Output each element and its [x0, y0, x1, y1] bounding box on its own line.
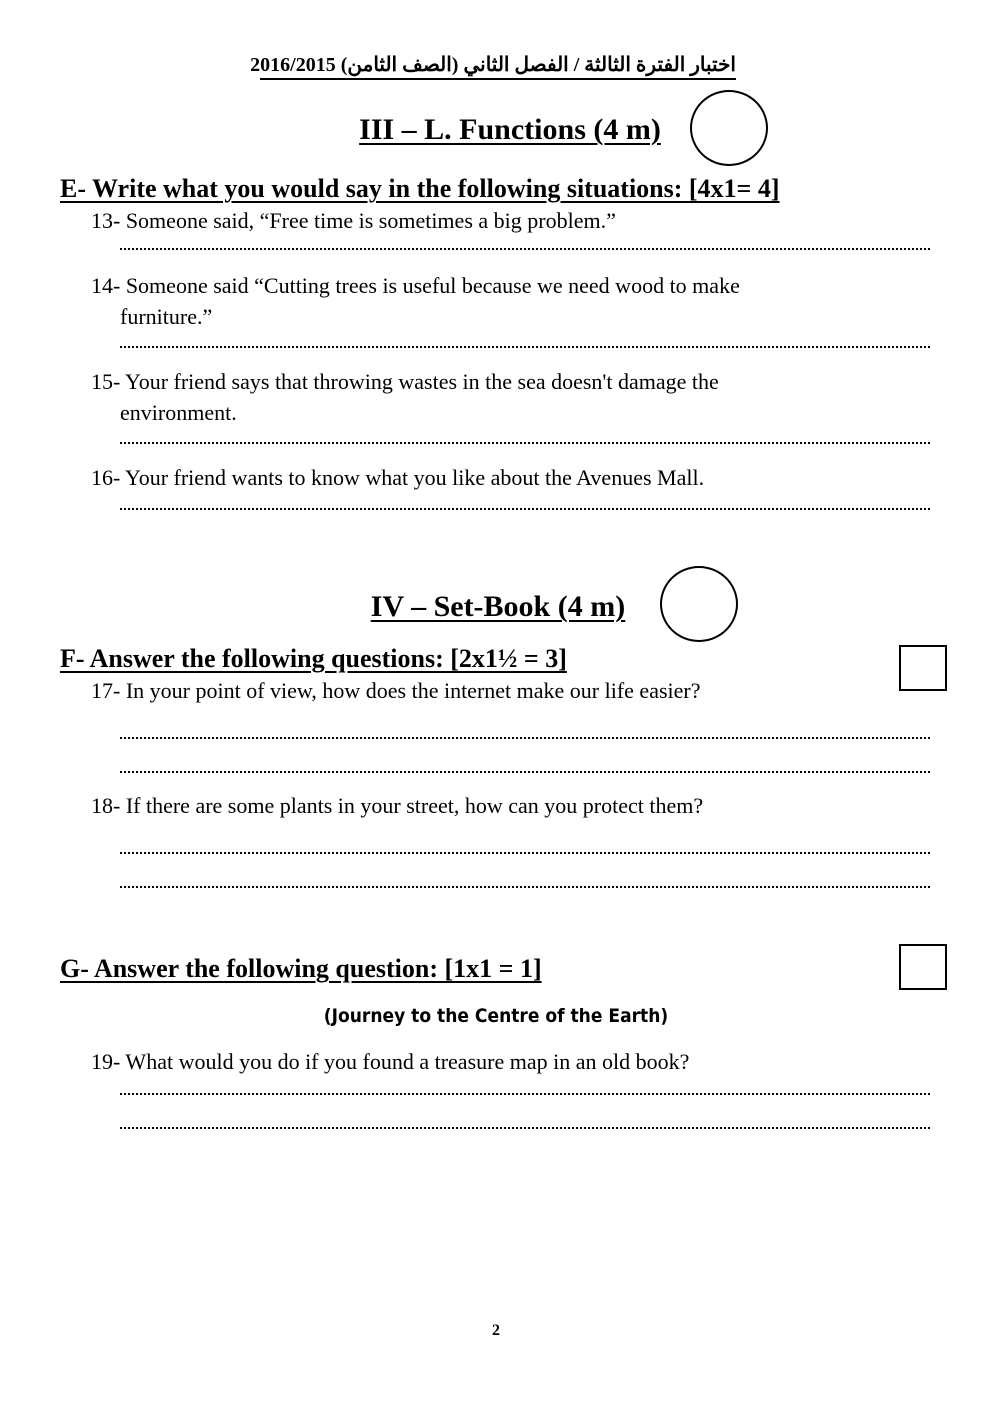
question-14: 14- Someone said “Cutting trees is useful because we need wood to make — [91, 273, 740, 298]
page-number: 2 — [492, 1322, 500, 1339]
instruction-g: G- Answer the following question: [1x1 = 1] — [60, 954, 542, 983]
answer-line-18b[interactable] — [120, 886, 930, 888]
question-18: 18- If there are some plants in your street, how can you protect them? — [91, 793, 704, 818]
question-15: 15- Your friend says that throwing wastes in the sea doesn't damage the — [91, 369, 719, 394]
answer-line-16[interactable] — [120, 508, 930, 510]
section-title-set-book: IV – Set-Book (4 m) — [370, 590, 626, 623]
exam-header: اختبار الفترة الثالثة / الفصل الثاني (الصف الثامن) 2016/2015 — [260, 52, 736, 80]
question-16: 16- Your friend wants to know what you like about the Avenues Mall. — [91, 465, 705, 490]
question-15-cont: environment. — [120, 400, 237, 425]
answer-line-15[interactable] — [120, 442, 930, 444]
answer-line-18a[interactable] — [120, 852, 930, 854]
instruction-f: F- Answer the following questions: [2x1½ = 3] — [60, 644, 567, 673]
section-title-functions: III – L. Functions (4 m) — [359, 113, 661, 146]
question-14-cont: furniture.” — [120, 304, 213, 329]
set-book-subtitle: (Journey to the Centre of the Earth) — [323, 1005, 669, 1027]
score-box-g — [899, 944, 947, 990]
answer-line-17b[interactable] — [120, 771, 930, 773]
instruction-e: E- Write what you would say in the following situations: [4x1= 4] — [60, 174, 780, 203]
answer-line-13[interactable] — [120, 248, 930, 250]
answer-line-14[interactable] — [120, 346, 930, 348]
question-17: 17- In your point of view, how does the internet make our life easier? — [91, 678, 701, 703]
answer-line-19a[interactable] — [120, 1093, 930, 1095]
score-circle-functions — [690, 90, 768, 166]
score-box-f — [899, 645, 947, 691]
score-circle-set-book — [660, 566, 738, 642]
answer-line-17a[interactable] — [120, 737, 930, 739]
question-13: 13- Someone said, “Free time is sometimes a big problem.” — [91, 208, 616, 233]
answer-line-19b[interactable] — [120, 1127, 930, 1129]
question-19: 19- What would you do if you found a treasure map in an old book? — [91, 1049, 690, 1074]
